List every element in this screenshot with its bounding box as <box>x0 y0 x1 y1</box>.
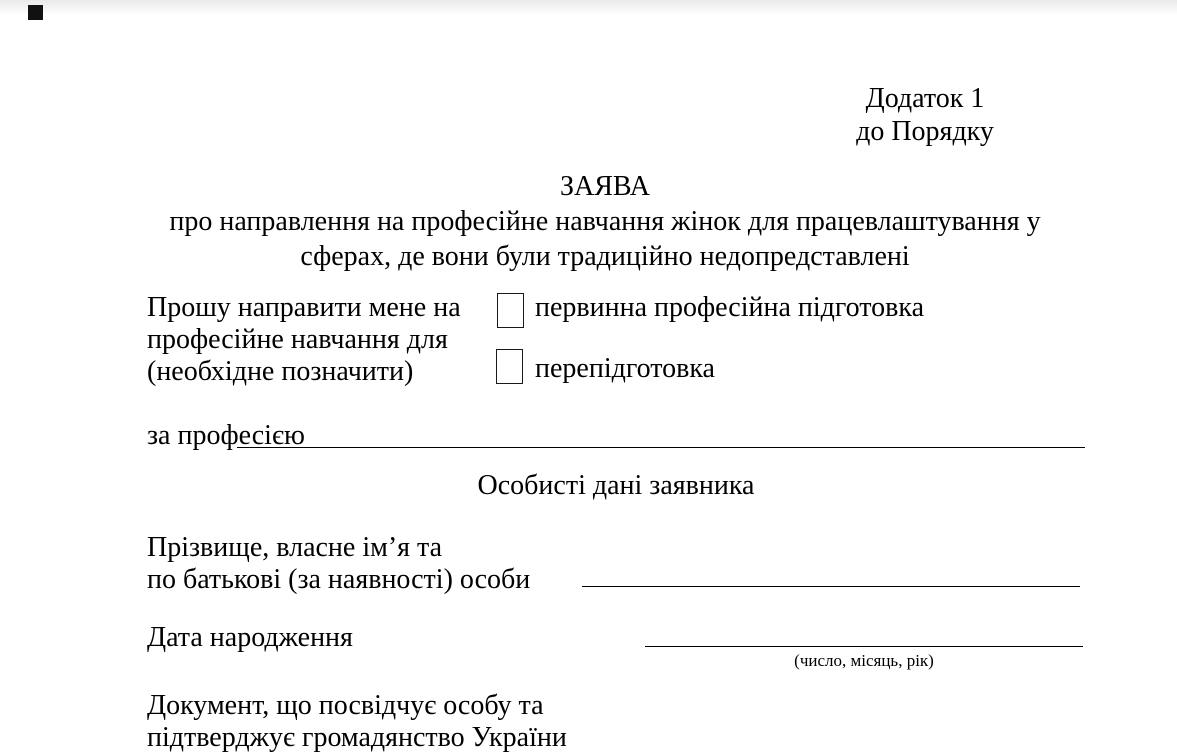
name-field-label-line-2: по батькові (за наявності) особи <box>147 564 531 595</box>
name-field-label-line-1: Прізвище, власне ім’я та <box>147 532 443 563</box>
id-document-label-line-1: Документ, що посвідчує особу та <box>147 690 544 721</box>
id-document-label-line-2: підтверджує громадянство України <box>147 722 567 753</box>
form-subtitle-line-2: сферах, де вони були традиційно недопредставлені <box>300 241 910 272</box>
checkbox-retraining[interactable] <box>496 349 523 384</box>
corner-mark <box>28 5 43 20</box>
birth-date-format-hint: (число, місяць, рік) <box>794 651 934 670</box>
birth-date-field-label: Дата народження <box>147 622 353 653</box>
request-label-line-1: Прошу направити мене на <box>147 292 461 323</box>
birth-date-input-line[interactable] <box>645 646 1083 647</box>
id-document-field-label <box>147 690 567 754</box>
profession-label: за професією <box>147 420 305 451</box>
request-label-line-3: (необхідне позначити) <box>147 356 414 387</box>
request-label <box>147 292 461 388</box>
option-label-retraining: перепідготовка <box>535 353 715 384</box>
appendix-block <box>840 82 1010 148</box>
profession-input-line[interactable] <box>237 447 1085 448</box>
personal-data-section-title: Особисті дані заявника <box>477 470 755 501</box>
option-label-primary-training: первинна професійна підготовка <box>535 292 924 323</box>
appendix-line-1: Додаток 1 <box>865 83 985 114</box>
appendix-line-2: до Порядку <box>856 116 994 147</box>
name-input-line[interactable] <box>582 586 1080 587</box>
request-label-line-2: професійне навчання для <box>147 324 448 355</box>
form-heading <box>60 169 1150 274</box>
name-field-label <box>147 532 530 596</box>
form-title: ЗАЯВА <box>559 171 651 202</box>
form-subtitle-line-1: про направлення на професійне навчання жінок для працевлаштування у <box>169 206 1041 237</box>
top-shadow-gradient <box>0 0 1177 15</box>
checkbox-primary-training[interactable] <box>497 293 524 328</box>
